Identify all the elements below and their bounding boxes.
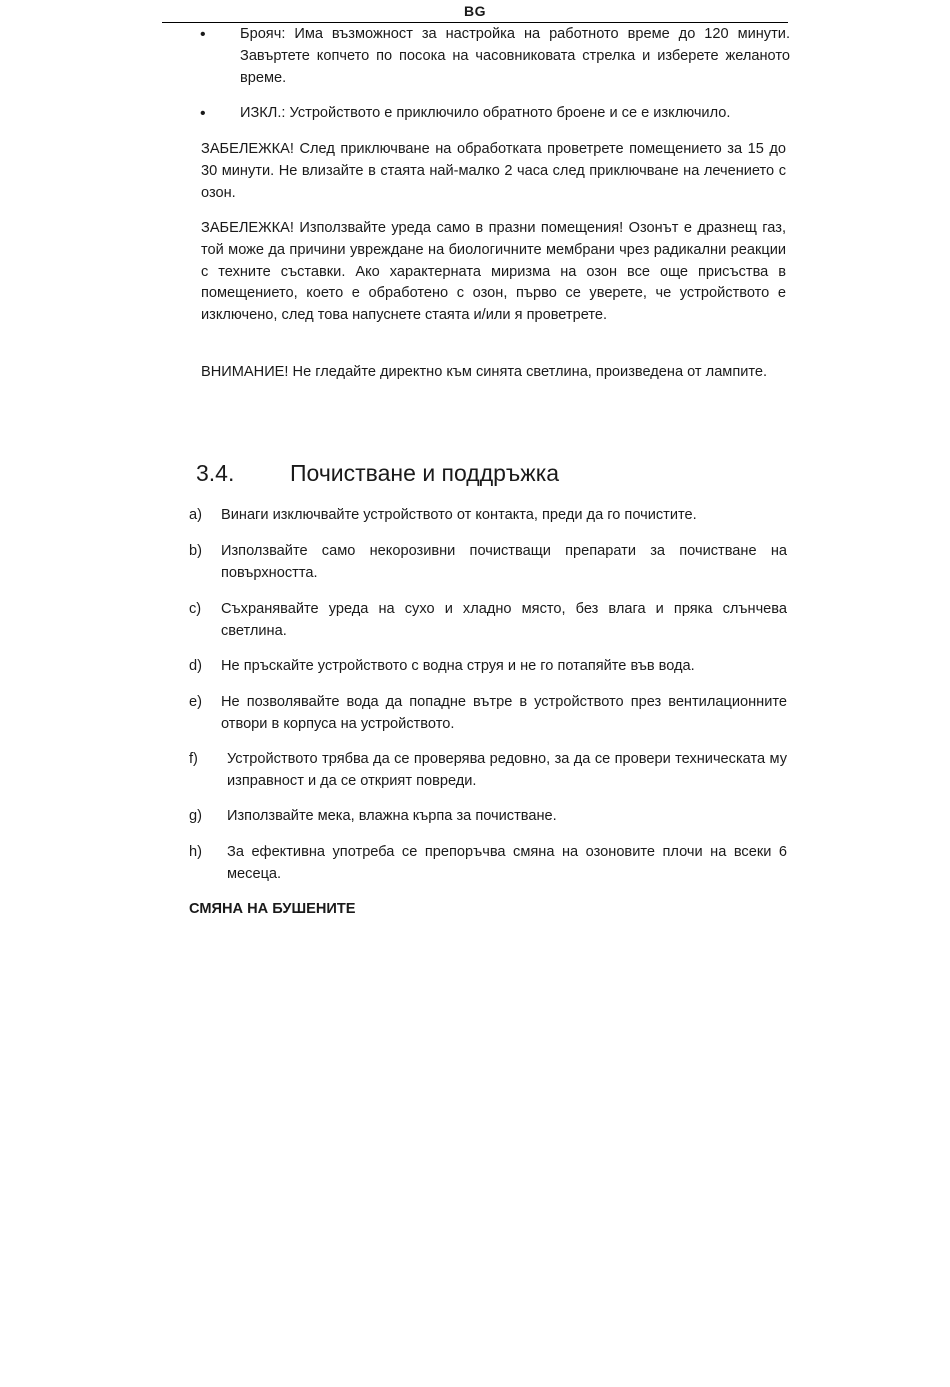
list-item-letter: a) (189, 507, 202, 523)
list-item (189, 692, 787, 736)
fuse-replacement-heading: СМЯНА НА БУШЕНИТЕ (189, 901, 356, 917)
bullet-item-off (200, 103, 790, 125)
note-empty-rooms: ЗАБЕЛЕЖКА! Използвайте уреда само в празни помещения! Озонът е дразнещ газ, той може да причини увреждане на биологичните мембрани чрез радикални реакции с техните съставки. Ако характерната миризма на озон все още присъства в помещението, което е обработено с озон, първо се уверете, че устройството е изключено, след това напуснете стаята и/или я проветрете. (201, 220, 786, 324)
note-ventilation: ЗАБЕЛЕЖКА! След приключване на обработката проветрете помещението за 15 до 30 минути. Не влизайте в стаята най-малко 2 часа след приключване на лечението с озон. (201, 141, 786, 201)
bullet-dot: • (200, 26, 206, 43)
list-item (189, 505, 787, 527)
list-item-text: Използвайте само некорозивни почистващи препарати за почистване на повърхността. (221, 543, 787, 581)
list-item-letter: d) (189, 658, 202, 674)
list-item-letter: g) (189, 808, 202, 824)
list-item-letter: h) (189, 844, 202, 860)
section-number: 3.4. (196, 460, 235, 486)
warning-blue-light: ВНИМАНИЕ! Не гледайте директно към синята светлина, произведена от лампите. (201, 364, 768, 380)
list-item-text: За ефективна употреба се препоръчва смяна на озоновите плочи на всеки 6 месеца. (227, 844, 787, 882)
section-heading (196, 456, 559, 490)
page-header (162, 0, 788, 23)
bullet-text: ИЗКЛ.: Устройството е приключило обратното броене и се е изключило. (240, 105, 731, 121)
list-item (189, 842, 787, 886)
bullet-dot: • (200, 105, 206, 122)
list-item-letter: f) (189, 751, 198, 767)
list-item-text: Не пръскайте устройството с водна струя и не го потапяйте във вода. (221, 658, 695, 674)
list-item-text: Съхранявайте уреда на сухо и хладно място, без влага и пряка слънчева светлина. (221, 601, 787, 639)
bullet-item-timer (200, 24, 790, 90)
list-item-text: Устройството трябва да се проверява редовно, за да се провери техническата му изправност и да се открият повреди. (227, 751, 787, 789)
list-item (189, 541, 787, 585)
list-item-letter: e) (189, 694, 202, 710)
list-item (189, 806, 787, 828)
list-item-letter: c) (189, 601, 202, 617)
language-code: BG (464, 3, 486, 19)
list-item (189, 749, 787, 793)
list-item-letter: b) (189, 543, 202, 559)
list-item-text: Винаги изключвайте устройството от контакта, преди да го почистите. (221, 507, 697, 523)
list-item (189, 656, 787, 678)
section-title: Почистване и поддръжка (290, 460, 560, 486)
list-item-text: Използвайте мека, влажна кърпа за почистване. (227, 808, 557, 824)
list-item-text: Не позволявайте вода да попадне вътре в устройството през вентилационните отвори в корпуса на устройството. (221, 694, 787, 732)
list-item (189, 599, 787, 643)
bullet-text: Брояч: Има възможност за настройка на работното време до 120 минути. Завъртете копчето по посока на часовниковата стрелка и изберете желаното време. (240, 26, 790, 86)
